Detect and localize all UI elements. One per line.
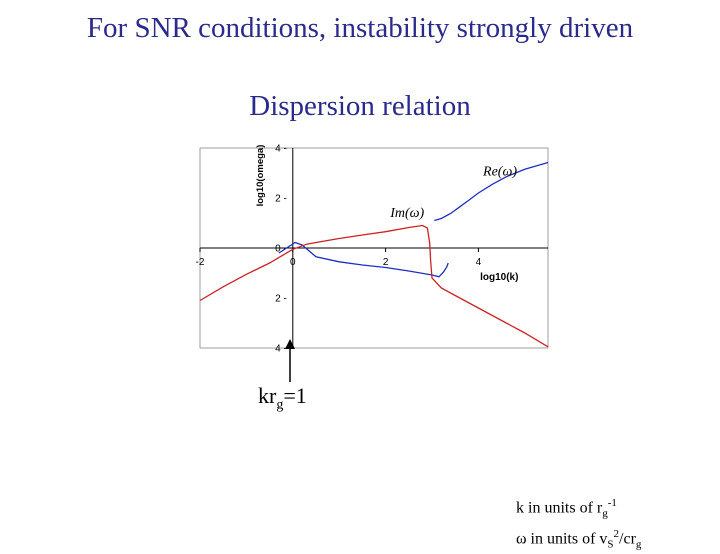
- marker-label: $kr_g=1$: [258, 383, 307, 413]
- x-axis-label: log10(k): [480, 272, 519, 283]
- y-tick-label: 0 -: [275, 243, 287, 255]
- y-tick-label: 4 -: [275, 343, 287, 355]
- x-tick-label: 0: [290, 257, 296, 268]
- series-annotation: Im(ω): [390, 205, 425, 221]
- note-k-units: k in units of $r_g^{-1}$: [516, 497, 617, 520]
- marker-arrow: [280, 338, 300, 384]
- note-omega-units: ω in units of $v_S^2/cr_g$: [516, 527, 642, 551]
- x-tick-label: 4: [475, 257, 482, 268]
- y-tick-label: 2 -: [275, 293, 287, 305]
- y-axis-label: log10(omega): [255, 144, 266, 207]
- series-line: [200, 226, 548, 347]
- slide-title: For SNR conditions, instability strongly driven: [86, 12, 634, 44]
- units-notes: [516, 493, 641, 554]
- slide-subtitle: Dispersion relation: [249, 90, 471, 122]
- x-tick-label: -2: [195, 257, 205, 268]
- y-tick-label: 4 -: [275, 143, 287, 155]
- series-annotation: Re(ω): [483, 164, 518, 180]
- x-tick-label: 2: [382, 257, 389, 268]
- dispersion-chart: [170, 140, 550, 360]
- y-tick-label: 2 -: [275, 193, 287, 205]
